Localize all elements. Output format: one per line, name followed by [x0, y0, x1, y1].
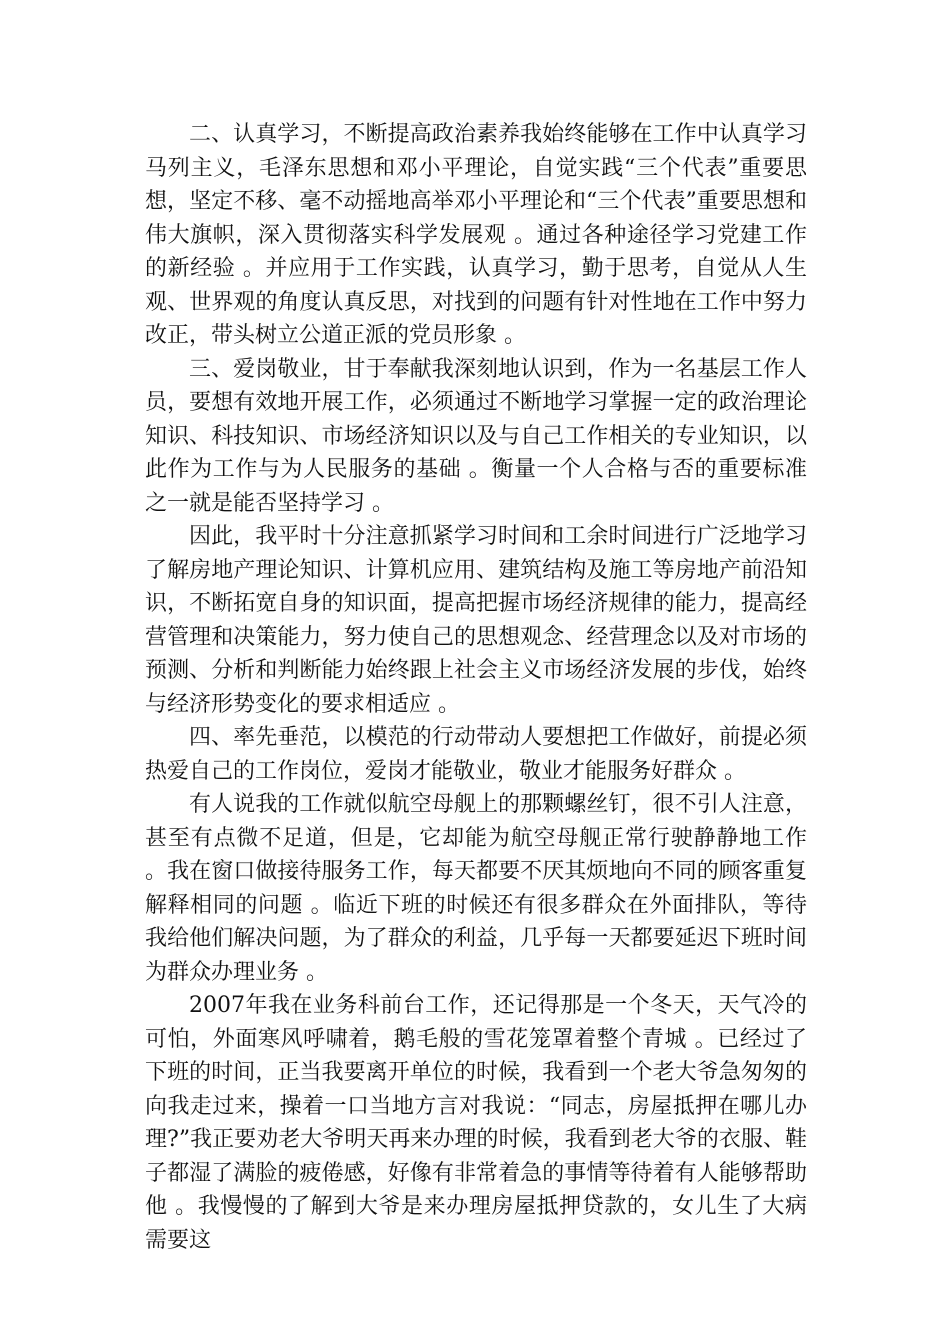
paragraph: 四、率先垂范，以模范的行动带动人要想把工作做好，前提必须热爱自己的工作岗位，爱岗才能敬业，敬业才能服务好群众 。 — [145, 725, 807, 784]
paragraph: 有人说我的工作就似航空母舰上的那颗螺丝钉，很不引人注意，甚至有点微不足道，但是，它却能为航空母舰正常行驶静静地工作 。我在窗口做接待服务工作，每天都要不厌其烦地向不同的顾客重复解释相同的问题 。临近下班的时候还有很多群众在外面排队，等待我给他们解决问题，为了群众的利益，几乎每一天都要延迟下班时间为群众办理业务 。 — [145, 792, 807, 985]
document-body — [145, 118, 807, 1257]
paragraph: 因此，我平时十分注意抓紧学习时间和工余时间进行广泛地学习了解房地产理论知识、计算机应用、建筑结构及施工等房地产前沿知识，不断拓宽自身的知识面，提高把握市场经济规律的能力，提高经营管理和决策能力，努力使自己的思想观念、经营理念以及对市场的预测、分析和判断能力始终跟上社会主义市场经济发展的步伐，始终与经济形势变化的要求相适应 。 — [145, 524, 807, 717]
paragraph: 三、爱岗敬业，甘于奉献我深刻地认识到，作为一名基层工作人员，要想有效地开展工作，必须通过不断地学习掌握一定的政治理论知识、科技知识、市场经济知识以及与自己工作相关的专业知识，以此作为工作与为人民服务的基础 。衡量一个人合格与否的重要标准之一就是能否坚持学习 。 — [145, 356, 807, 516]
paragraph: 2007年我在业务科前台工作，还记得那是一个冬天，天气冷的可怕，外面寒风呼啸着，鹅毛般的雪花笼罩着整个青城 。已经过了下班的时间，正当我要离开单位的时候，我看到一个老大爷急匆匆的向我走过来，操着一口当地方言对我说：“同志，房屋抵押在哪儿办理?”我正要劝老大爷明天再来办理的时候，我看到老大爷的衣服、鞋子都湿了满脸的疲倦感，好像有非常着急的事情等待着有人能够帮助他 。我慢慢的了解到大爷是来办理房屋抵押贷款的，女儿生了大病需要这 — [145, 993, 807, 1253]
paragraph: 二、认真学习，不断提高政治素养我始终能够在工作中认真学习马列主义，毛泽东思想和邓小平理论，自觉实践“三个代表”重要思想，坚定不移、毫不动摇地高举邓小平理论和“三个代表”重要思想和伟大旗帜，深入贯彻落实科学发展观 。通过各种途径学习党建工作的新经验 。并应用于工作实践，认真学习，勤于思考，自觉从人生观、世界观的角度认真反思，对找到的问题有针对性地在工作中努力改正，带头树立公道正派的党员形象 。 — [145, 122, 807, 348]
